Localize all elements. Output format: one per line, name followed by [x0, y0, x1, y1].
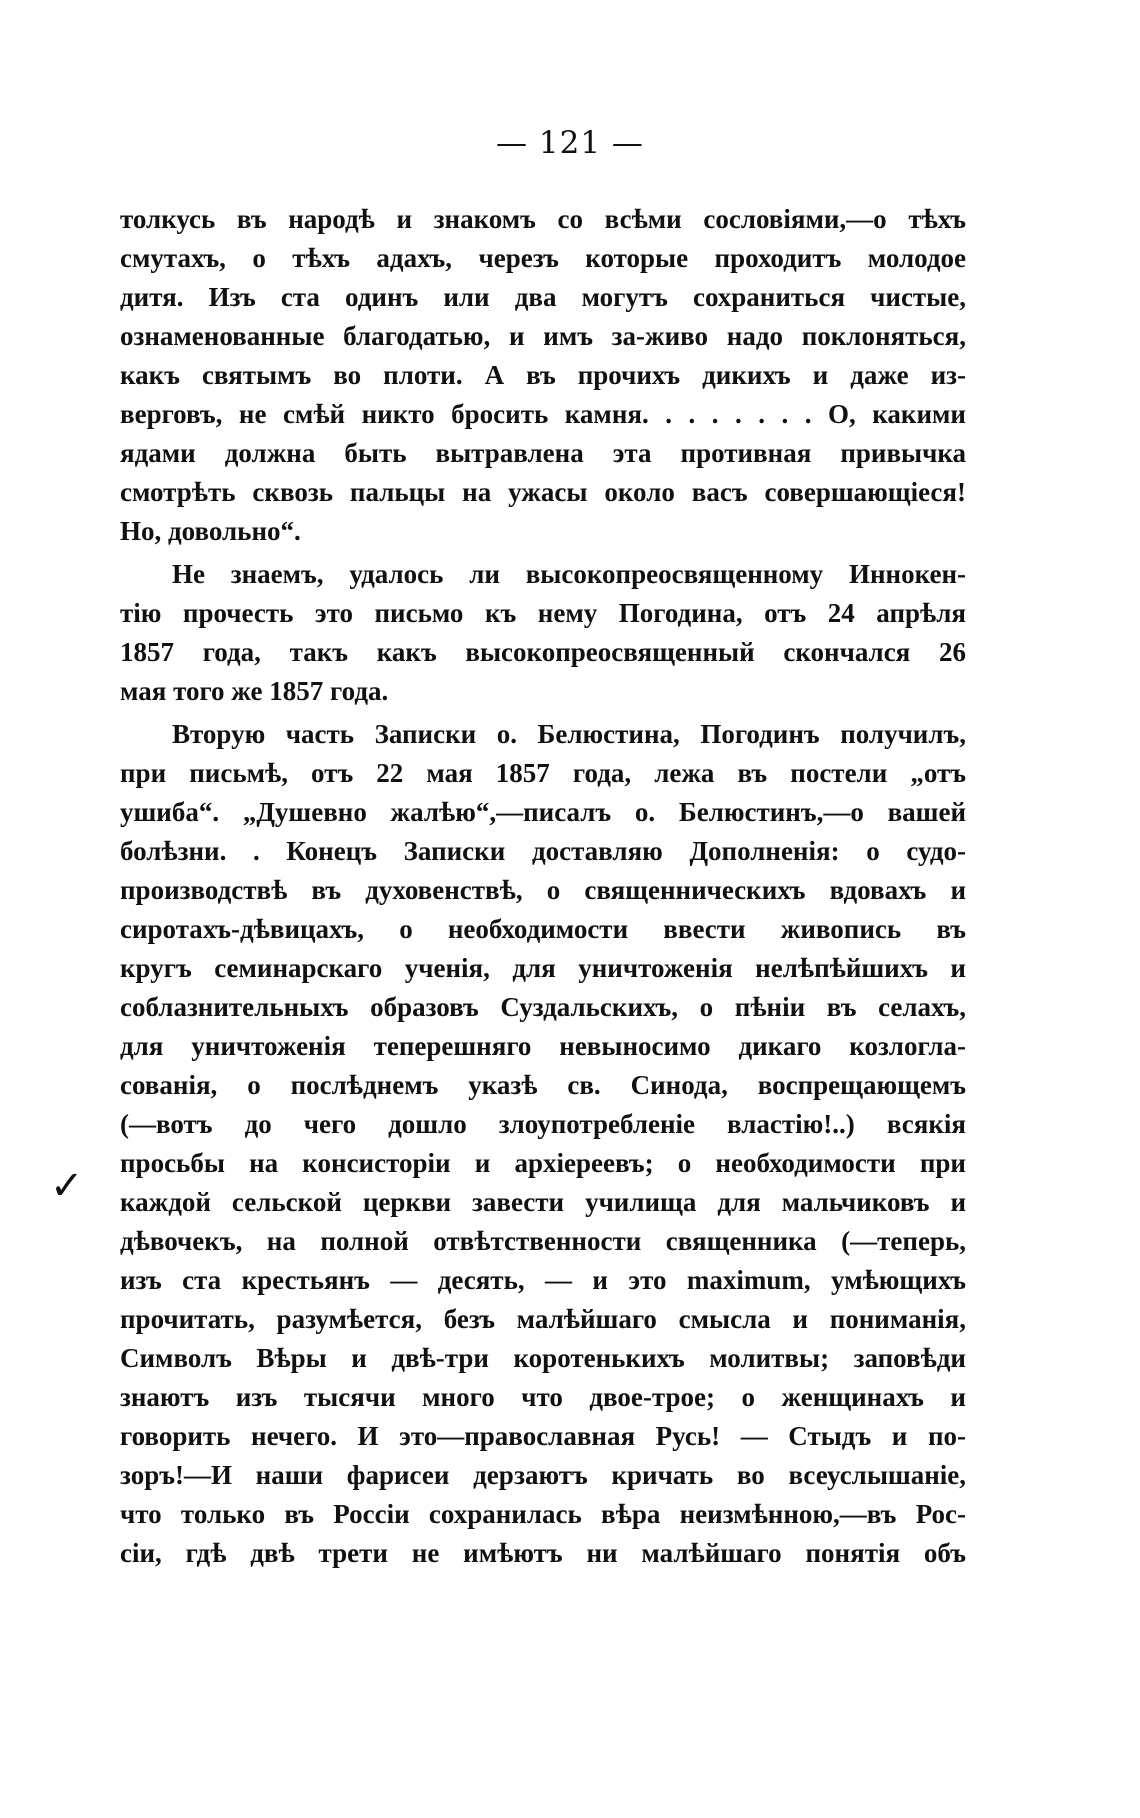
text-line: (—вотъ до чего дошло злоупотребленіе властію!..) всякія [120, 1109, 966, 1139]
text-line: при письмѣ, отъ 22 мая 1857 года, лежа въ постели „отъ [120, 758, 966, 788]
text-line: толкусь въ народѣ и знакомъ со всѣми сословіями,—о тѣхъ [120, 204, 966, 234]
page-body [120, 200, 966, 1573]
text-line: производствѣ въ духовенствѣ, о священническихъ вдовахъ и [120, 875, 966, 905]
paragraph [120, 715, 966, 1573]
text-line: болѣзни. . Конецъ Записки доставляю Дополненія: о судо- [120, 836, 966, 866]
text-line: ознаменованные благодатью, и имъ за-живо надо поклоняться, [120, 321, 966, 351]
text-line: просьбы на консисторіи и архіереевъ; о необходимости при [120, 1148, 966, 1178]
text-line: смутахъ, о тѣхъ адахъ, черезъ которые проходитъ молодое [120, 243, 966, 273]
text-line: какъ святымъ во плоти. А въ прочихъ дикихъ и даже из- [120, 360, 966, 390]
text-line: Вторую часть Записки о. Белюстина, Погодинъ получилъ, [172, 719, 966, 749]
text-line: для уничтоженія теперешняго невыносимо дикаго козлогла- [120, 1031, 966, 1061]
text-line: что только въ Россіи сохранилась вѣра неизмѣнною,—въ Рос- [120, 1499, 966, 1529]
text-line: каждой сельской церкви завести училища для мальчиковъ и [120, 1187, 966, 1217]
page-number: — 121 — [496, 125, 644, 161]
text-line: ядами должна быть вытравлена эта противная привычка [120, 438, 966, 468]
text-line: сованія, о послѣднемъ указѣ св. Синода, воспрещающемъ [120, 1070, 966, 1100]
text-line: дѣвочекъ, на полной отвѣтственности священника (—теперь, [120, 1226, 966, 1256]
text-line: сиротахъ-дѣвицахъ, о необходимости ввести живопись въ [120, 914, 966, 944]
text-line: мая того же 1857 года. [120, 676, 389, 706]
text-line: верговъ, не смѣй никто бросить камня. . . . . . . . О, какими [120, 399, 966, 429]
text-line: зоръ!—И наши фарисеи дерзаютъ кричать во всеуслышаніе, [120, 1460, 966, 1490]
text-line: кругъ семинарскаго ученія, для уничтоженія нелѣпѣйшихъ и [120, 953, 966, 983]
text-line: Символъ Вѣры и двѣ-три коротенькихъ молитвы; заповѣди [120, 1343, 966, 1373]
text-line: смотрѣть сквозь пальцы на ужасы около васъ совершающіеся! [120, 477, 966, 507]
text-line: знаютъ изъ тысячи много что двое-трое; о женщинахъ и [120, 1382, 966, 1412]
text-line: дитя. Изъ ста одинъ или два могутъ сохраниться чистые, [120, 282, 966, 312]
text-line: сіи, гдѣ двѣ трети не имѣютъ ни малѣйшаго понятія объ [120, 1538, 966, 1568]
text-line: изъ ста крестьянъ — десять, — и это maximum, умѣющихъ [120, 1265, 966, 1295]
text-line: прочитать, разумѣется, безъ малѣйшаго смысла и пониманія, [120, 1304, 966, 1334]
text-line: Не знаемъ, удалось ли высокопреосвященному Иннокен- [172, 559, 966, 589]
text-line: соблазнительныхъ образовъ Суздальскихъ, о пѣніи въ селахъ, [120, 992, 966, 1022]
paragraph [120, 555, 966, 711]
paragraph [120, 200, 966, 551]
text-line: говорить нечего. И это—православная Русь! — Стыдъ и по- [120, 1421, 966, 1451]
text-line: 1857 года, такъ какъ высокопреосвященный скончался 26 [120, 637, 966, 667]
text-line: ушиба“. „Душевно жалѣю“,—писалъ о. Белюстинъ,—о вашей [120, 797, 966, 827]
text-line: Но, довольно“. [120, 516, 301, 546]
margin-checkmark: ✓ [50, 1163, 84, 1209]
text-line: тію прочесть это письмо къ нему Погодина, отъ 24 апрѣля [120, 598, 966, 628]
